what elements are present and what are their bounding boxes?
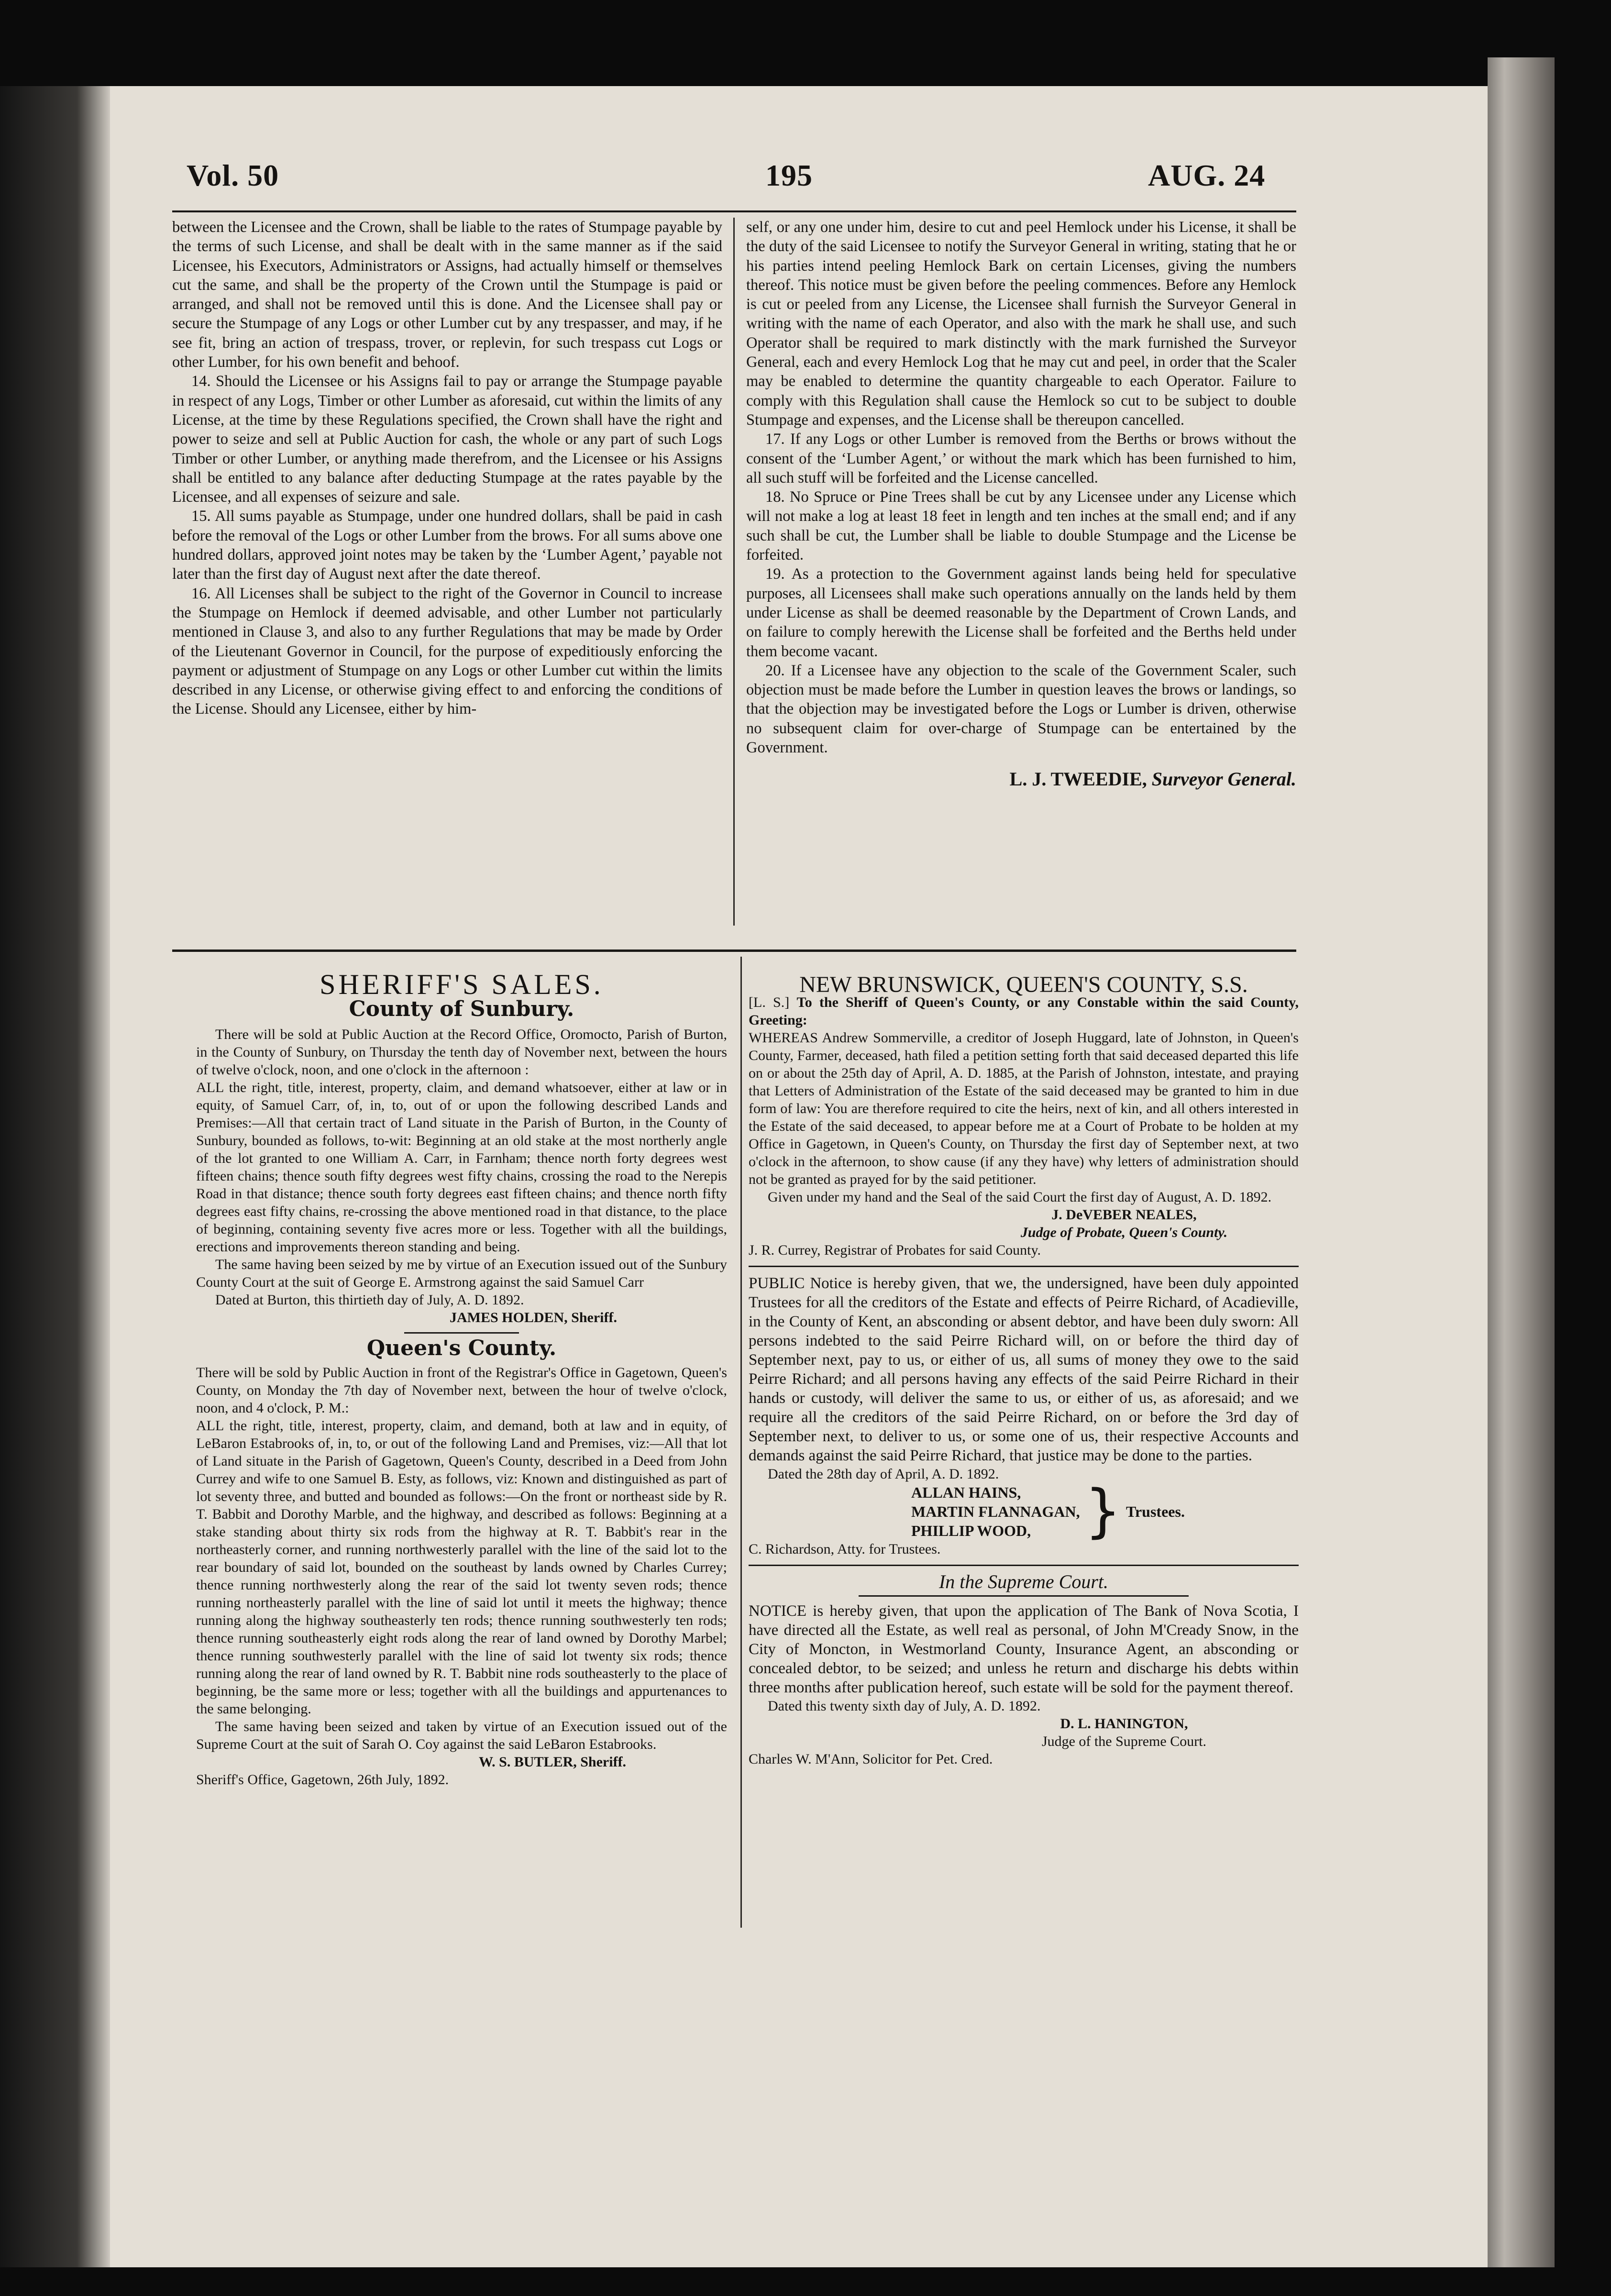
trustee-name: MARTIN FLANNAGAN,: [911, 1503, 1080, 1520]
section-rule: [172, 949, 1296, 952]
trustee-attorney: C. Richardson, Atty. for Trustees.: [749, 1541, 941, 1557]
supreme-body: NOTICE is hereby given, that upon the application of The Bank of Nova Scotia, I have directed all the Estate, as well real as personal, of John M'Cready Snow, in the City of Moncton, in Westmorland County, Insurance Agent, an absconding or concealed debtor, to be seized; and unless he return and discharge his debts within three months after publication hereof, such estate will be sold for the payment thereof.: [749, 1602, 1299, 1696]
sheriff-sales-title: SHERIFF'S SALES.: [320, 969, 604, 1000]
signature-name: L. J. TWEEDIE,: [1009, 768, 1147, 790]
queens-intro: There will be sold by Public Auction in front of the Registrar's Office in Gagetown, Queen's County, on Monday the 7th day of November next, between the hour of twelve o'clock, noon, and 4 o'clock, P. M.:: [196, 1365, 727, 1416]
probate-registrar: J. R. Currey, Registrar of Probates for said County.: [749, 1242, 1041, 1258]
header-rule: [172, 210, 1296, 212]
supreme-judge-title: Judge of the Supreme Court.: [1041, 1733, 1207, 1749]
regulation-paragraph: 17. If any Logs or other Lumber is removed from the Berths or brows without the consent of the ‘Lumber Agent,’ or without the mark which has been furnished to him, all such stuff will be forfeited and the License cancelled.: [746, 430, 1296, 486]
queens-body: ALL the right, title, interest, property, claim, and demand, both at law and in equity, of LeBaron Estabrooks of, in, to, or out of the following Land and Premises, viz:—All that lot of Land situate in the Parish of Gagetown, Queen's County, described in a Deed from John Currey and wife to one Samuel B. Esty, as follows, viz: Known and distinguished as part of lot seventy three, and butted and bounded as follows:—On the front or northeast side by R. T. Babbit and Dorothy Marble, and the highway, and described as follows: Beginning at a stake standing about thirty six rods from the highway at R. T. Babbit's rear in the northeasterly corner, and running northwesterly parallel with the line of the said lot to the rear boundary of said lot, bounded on the southeast by lands owned by Charles Currey; thence running northwesterly along the rear of the said lot twenty seven rods; thence running northeasterly parallel with the line of said lot until it meets the highway; thence running along the highway southeasterly ten rods; thence running southwesterly ten rods; thence running southeasterly eight rods along the rear of land owned by Dorothy Marbel; thence running southwesterly parallel with the line of said lot twenty six rods; thence running along the rear of land owned by R. T. Babbit nine rods southeasterly to the place of beginning, be the same more or less; together with all the buildings and appurtenances to the same belonging.: [196, 1418, 727, 1717]
short-rule: [859, 1595, 1189, 1597]
queens-seized: The same having been seized and taken by virtue of an Execution issued out of the Supreme Court at the suit of Sarah O. Coy against the said LeBaron Estabrooks.: [196, 1719, 727, 1752]
column-divider: [740, 957, 742, 1928]
signature-title: Surveyor General.: [1151, 768, 1296, 790]
issue-date: AUG. 24: [1148, 158, 1266, 192]
trustee-dated: Dated the 28th day of April, A. D. 1892.: [768, 1466, 999, 1482]
probate-body: WHEREAS Andrew Sommerville, a creditor of Joseph Huggard, late of Johnston, in Queen's County, Farmer, deceased, hath filed a petition setting forth that said deceased departed this life on or about the 25th day of April, A. D. 1885, at the Parish of Johnston, intestate, and praying that Letters of Administration of the Estate of the said deceased may be granted to him in due form of law: You are therefore required to cite the heirs, next of kin, and all others interested in the Estate of the said deceased, to appear before me at a Court of Probate to be holden at my Office in Gagetown, in Queen's County, on Thursday the first day of September next, at two o'clock in the afternoon, to show cause (if any they have) why letters of administration should not be granted as prayed for by the said petitioner.: [749, 1030, 1299, 1187]
regulation-paragraph: 18. No Spruce or Pine Trees shall be cut by any Licensee under any License which will not make a log at least 18 feet in length and ten inches at the small end; and if any such shall be cut, the Lumber shall be liable to double Stumpage and the License be forfeited.: [746, 488, 1296, 564]
probate-judge-title: Judge of Probate, Queen's County.: [1020, 1225, 1228, 1240]
regulation-paragraph: self, or any one under him, desire to cut and peel Hemlock under his License, it shall be the duty of the said Licensee to notify the Surveyor General in writing, stating that he or his parties intend peeling Hemlock Bark on certain Licenses, giving the numbers thereof. This notice must be given before the peeling commences. Before any Hemlock is cut or peeled from any License, the Licensee shall furnish the Surveyor General in writing with the name of each Operator, and also with the mark he shall use, and such Operator shall be required to mark distinctly with the mark furnished the Surveyor General, each and every Hemlock Log that he may cut and peel, in order that the Scaler may be enabled to determine the quantity chargeable to each Operator. Failure to comply with this Regulation shall cause the Hemlock so cut to be subject to double Stumpage and expenses, and the License shall be thereupon cancelled.: [746, 219, 1296, 429]
queens-heading: Queen's County.: [366, 1336, 557, 1360]
surveyor-signature: [746, 770, 1296, 789]
probate-given: Given under my hand and the Seal of the said Court the first day of August, A. D. 1892.: [768, 1189, 1272, 1205]
supreme-dated: Dated this twenty sixth day of July, A. D. 1892.: [768, 1698, 1041, 1714]
regulations-col-2: [746, 218, 1296, 789]
sheriff-sales: [196, 969, 727, 1788]
regulation-paragraph: 16. All Licenses shall be subject to the right of the Governor in Council to increase the Stumpage on Hemlock if deemed advisable, and other Lumber not particularly mentioned in Clause 3, and also to any further Regulations that may be made by Order of the Lieutenant Governor in Council, for the purpose of expeditiously enforcing the payment or adjustment of Stumpage on any Logs or other Lumber cut within the limits described in any License, or otherwise giving effect to and enforcing the conditions of the License. Should any Licensee, either by him-: [172, 585, 722, 718]
regulations-col-1: [172, 218, 722, 719]
regulation-paragraph: 19. As a protection to the Government against lands being held for speculative purposes, all Licensees shall make such operations annually on the lands held by them under License as shall be deemed reasonable by the Department of Crown Lands, and on failure to comply herewith the License shall be forfeited and the Berths held under them become vacant.: [746, 565, 1296, 660]
sunbury-body: ALL the right, title, interest, property, claim, and demand whatsoever, either at law or in equity, of Samuel Carr, of, in, to, out of or upon the following described Lands and Premises:—All that certain tract of Land situate in the Parish of Burton, in the County of Sunbury, bounded as follows, to-wit: Beginning at an old stake at the most northerly angle of the lot granted to one William A. Carr, in Farnham; thence north forty degrees west fifteen chains; thence south fifty degrees west fifty chains, crossing the road to the Nerepis Road in that distance; thence south forty degrees east fifteen chains; and thence north fifty degrees east fifty chains, re-crossing the above mentioned road in that distance, to the place of beginning, containing seventy five acres more or less. Together with all the buildings, erections and improvements thereon standing and being.: [196, 1080, 727, 1255]
trustee-name: PHILLIP WOOD,: [911, 1522, 1031, 1539]
supreme-heading: In the Supreme Court.: [938, 1571, 1109, 1592]
regulation-paragraph: between the Licensee and the Crown, shall be liable to the rates of Stumpage payable by the terms of such License, and shall be dealt with in the same manner as if the said Licensee, his Executors, Administrators or Assigns, had actually himself or themselves cut the same, and shall be the property of the Crown until the Stumpage is paid or arranged, and shall not be removed until this is done. And the Licensee shall pay or secure the Stumpage of any Logs or other Lumber cut by any trespasser, and may, if he see fit, bring an action of trespass, trover, or replevin, for such trespass cut Logs or other Lumber, for his own benefit and behoof.: [172, 219, 722, 371]
probate-judge-name: J. DeVEBER NEALES,: [1051, 1207, 1197, 1223]
seal-label: [L. S.]: [749, 994, 790, 1010]
regulation-paragraph: 14. Should the Licensee or his Assigns fail to pay or arrange the Stumpage payable in respect of any Logs, Timber or other Lumber as aforesaid, cut within the limits of any License, at the time by these Regulations specified, the Crown shall have the right and power to seize and sell at Public Auction for cash, the whole or any part of such Logs Timber or other Lumber, or anything made therefrom, and the Licensee or his Assigns shall be entitled to any balance after deducting Stumpage at the rates payable by the Licensee, and all expenses of seizure and sale.: [172, 373, 722, 506]
column-divider: [733, 218, 735, 926]
regulation-paragraph: 15. All sums payable as Stumpage, under one hundred dollars, shall be paid in cash before the removal of the Logs or other Lumber from the brows. For all sums above one hundred dollars, approved joint notes may be taken by the ‘Lumber Agent,’ payable not later than the first day of August next after the date thereof.: [172, 508, 722, 583]
trustees-list: [911, 1478, 1299, 1545]
sheriff-office: Sheriff's Office, Gagetown, 26th July, 1892.: [196, 1772, 449, 1788]
probate-notice: [749, 972, 1299, 1768]
probate-address: To the Sheriff of Queen's County, or any Constable within the said County, Greeting:: [749, 994, 1299, 1028]
sunbury-dated: Dated at Burton, this thirtieth day of July, A. D. 1892.: [215, 1292, 524, 1308]
queens-signature: W. S. BUTLER, Sheriff.: [478, 1754, 627, 1770]
page-edge: [1488, 57, 1555, 2267]
brace-glyph: }: [1084, 1478, 1121, 1545]
trustee-name: ALLAN HAINS,: [911, 1484, 1021, 1501]
short-rule: [404, 1332, 519, 1334]
probate-title: NEW BRUNSWICK, QUEEN'S COUNTY, S.S.: [799, 972, 1248, 997]
notice-rule: [749, 1565, 1299, 1566]
notice-rule: [749, 1266, 1299, 1267]
page-number: 195: [765, 158, 813, 192]
sunbury-intro: There will be sold at Public Auction at the Record Office, Oromocto, Parish of Burton, in the County of Sunbury, on Thursday the tenth day of November next, between the hours of twelve o'clock, noon, and one o'clock in the afternoon :: [196, 1027, 727, 1078]
regulation-paragraph: 20. If a Licensee have any objection to the scale of the Government Scaler, such objection must be made before the Lumber in question leaves the brows or landings, so that the objection may be investigated before the Logs or Lumber is driven, otherwise no subsequent claim for over-charge of Stumpage can be entertained by the Government.: [746, 662, 1296, 757]
sunbury-seized: The same having been seized by me by virtue of an Execution issued out of the Sunbury County Court at the suit of George E. Armstrong against the said Samuel Carr: [196, 1257, 727, 1290]
volume-label: Vol. 50: [187, 158, 279, 192]
page-gutter: [0, 86, 110, 2267]
supreme-judge-name: D. L. HANINGTON,: [1060, 1716, 1188, 1732]
trustees-label: Trustees.: [1126, 1503, 1185, 1520]
supreme-solicitor: Charles W. M'Ann, Solicitor for Pet. Cred.: [749, 1751, 993, 1767]
sunbury-heading: County of Sunbury.: [349, 997, 574, 1021]
sunbury-signature: JAMES HOLDEN, Sheriff.: [449, 1310, 617, 1325]
trustee-body: PUBLIC Notice is hereby given, that we, the undersigned, have been duly appointed Trustees for all the creditors of the Estate and effects of Peirre Richard, of Acadieville, in the County of Kent, an absconding or absent debtor, and have been duly sworn: All persons indebted to the said Peirre Richard will, on or before the third day of September next, pay to us, or either of us, all sums of money they owe to the said Peirre Richard; and all persons having any effects of the said Peirre Richard in their hands or custody, will deliver the same to us, or either of us, as aforesaid; and we require all the creditors of the said Peirre Richard, on or before the 3rd day of September next, to deliver to us, or some one of us, their respective Accounts and demands against the said Peirre Richard, that justice may be done to the parties.: [749, 1275, 1299, 1464]
